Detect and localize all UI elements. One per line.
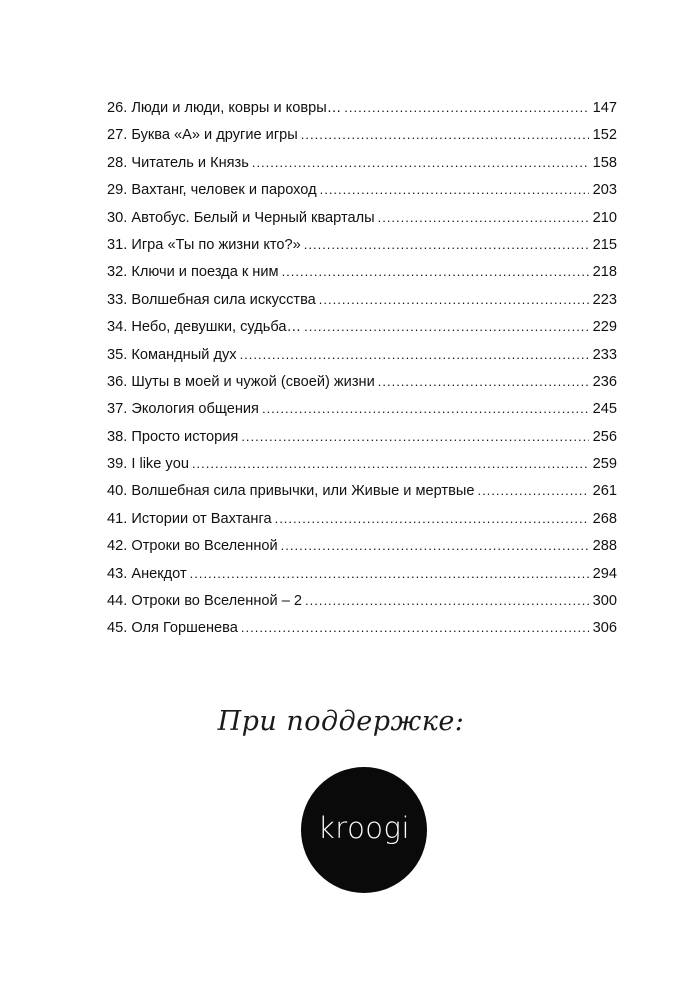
toc-entry-title: 33. Волшебная сила искусства xyxy=(107,291,316,308)
toc-dot-leader xyxy=(252,149,589,176)
toc-entry-title: 30. Автобус. Белый и Черный кварталы xyxy=(107,209,375,226)
toc-entry xyxy=(107,313,617,340)
toc-dot-leader xyxy=(192,450,589,477)
toc-dot-leader xyxy=(241,614,589,641)
toc-dot-leader xyxy=(281,532,589,559)
toc-entry-page: 268 xyxy=(592,510,617,527)
toc-entry-page: 306 xyxy=(592,620,617,637)
toc-entry xyxy=(107,505,617,532)
toc-entry-page: 218 xyxy=(592,264,617,281)
kroogi-logo xyxy=(301,767,427,893)
toc-entry-title: 43. Анекдот xyxy=(107,565,187,582)
toc-dot-leader xyxy=(477,477,589,504)
toc-entry xyxy=(107,286,617,313)
toc-entry-title: 36. Шуты в моей и чужой (своей) жизни xyxy=(107,373,375,390)
table-of-contents xyxy=(107,94,617,642)
toc-entry xyxy=(107,450,617,477)
toc-dot-leader xyxy=(319,286,589,313)
toc-dot-leader xyxy=(190,560,589,587)
toc-dot-leader xyxy=(262,395,589,422)
toc-entry-title: 29. Вахтанг, человек и пароход xyxy=(107,182,317,199)
toc-entry-title: 31. Игра «Ты по жизни кто?» xyxy=(107,236,301,253)
toc-dot-leader xyxy=(282,258,589,285)
toc-entry xyxy=(107,341,617,368)
toc-entry-title: 34. Небо, девушки, судьба… xyxy=(107,319,302,336)
toc-dot-leader xyxy=(378,204,589,231)
toc-entry xyxy=(107,587,617,614)
toc-entry-title: 32. Ключи и поезда к ним xyxy=(107,264,279,281)
toc-entry-page: 259 xyxy=(592,456,617,473)
toc-dot-leader xyxy=(241,423,589,450)
toc-dot-leader xyxy=(301,121,589,148)
toc-entry-title: 28. Читатель и Князь xyxy=(107,154,249,171)
toc-dot-leader xyxy=(378,368,589,395)
toc-entry xyxy=(107,614,617,641)
toc-entry-page: 245 xyxy=(592,401,617,418)
toc-entry xyxy=(107,560,617,587)
support-heading: При поддержке: xyxy=(217,706,465,737)
toc-entry-title: 44. Отроки во Вселенной – 2 xyxy=(107,593,302,610)
toc-dot-leader xyxy=(304,313,589,340)
toc-entry-page: 300 xyxy=(592,593,617,610)
toc-entry xyxy=(107,532,617,559)
toc-entry xyxy=(107,204,617,231)
toc-entry-page: 236 xyxy=(592,373,617,390)
toc-entry-title: 39. I like you xyxy=(107,456,189,473)
toc-entry xyxy=(107,231,617,258)
toc-dot-leader xyxy=(240,341,589,368)
toc-dot-leader xyxy=(275,505,589,532)
toc-entry xyxy=(107,258,617,285)
toc-entry-title: 40. Волшебная сила привычки, или Живые и мертвые xyxy=(107,483,475,500)
toc-entry xyxy=(107,423,617,450)
toc-entry xyxy=(107,176,617,203)
toc-entry-title: 35. Командный дух xyxy=(107,346,237,363)
toc-entry xyxy=(107,121,617,148)
toc-entry-title: 42. Отроки во Вселенной xyxy=(107,538,278,555)
toc-entry-page: 288 xyxy=(592,538,617,555)
toc-entry-page: 147 xyxy=(592,100,617,116)
toc-entry-page: 215 xyxy=(592,236,617,253)
toc-dot-leader xyxy=(344,94,589,121)
toc-entry xyxy=(107,149,617,176)
toc-entry-page: 210 xyxy=(592,209,617,226)
toc-dot-leader xyxy=(305,587,589,614)
toc-entry xyxy=(107,395,617,422)
toc-dot-leader xyxy=(304,231,589,258)
toc-entry-page: 261 xyxy=(592,483,617,500)
toc-entry-page: 203 xyxy=(592,182,617,199)
toc-entry xyxy=(107,368,617,395)
toc-entry-title: 41. Истории от Вахтанга xyxy=(107,510,272,527)
toc-entry-page: 233 xyxy=(592,346,617,363)
toc-entry xyxy=(107,94,617,121)
toc-entry-page: 158 xyxy=(592,154,617,171)
toc-entry xyxy=(107,477,617,504)
toc-dot-leader xyxy=(320,176,589,203)
toc-entry-page: 152 xyxy=(592,127,617,144)
toc-entry-title: 37. Экология общения xyxy=(107,401,259,418)
toc-entry-page: 229 xyxy=(592,319,617,336)
toc-entry-page: 223 xyxy=(592,291,617,308)
logo-text: kroogi xyxy=(317,811,411,845)
toc-entry-title: 45. Оля Горшенева xyxy=(107,620,238,637)
toc-entry-title: 27. Буква «А» и другие игры xyxy=(107,127,298,144)
toc-entry-page: 294 xyxy=(592,565,617,582)
toc-entry-page: 256 xyxy=(592,428,617,445)
toc-entry-title: 38. Просто история xyxy=(107,428,239,445)
toc-entry-title: 26. Люди и люди, ковры и ковры… xyxy=(107,100,342,116)
